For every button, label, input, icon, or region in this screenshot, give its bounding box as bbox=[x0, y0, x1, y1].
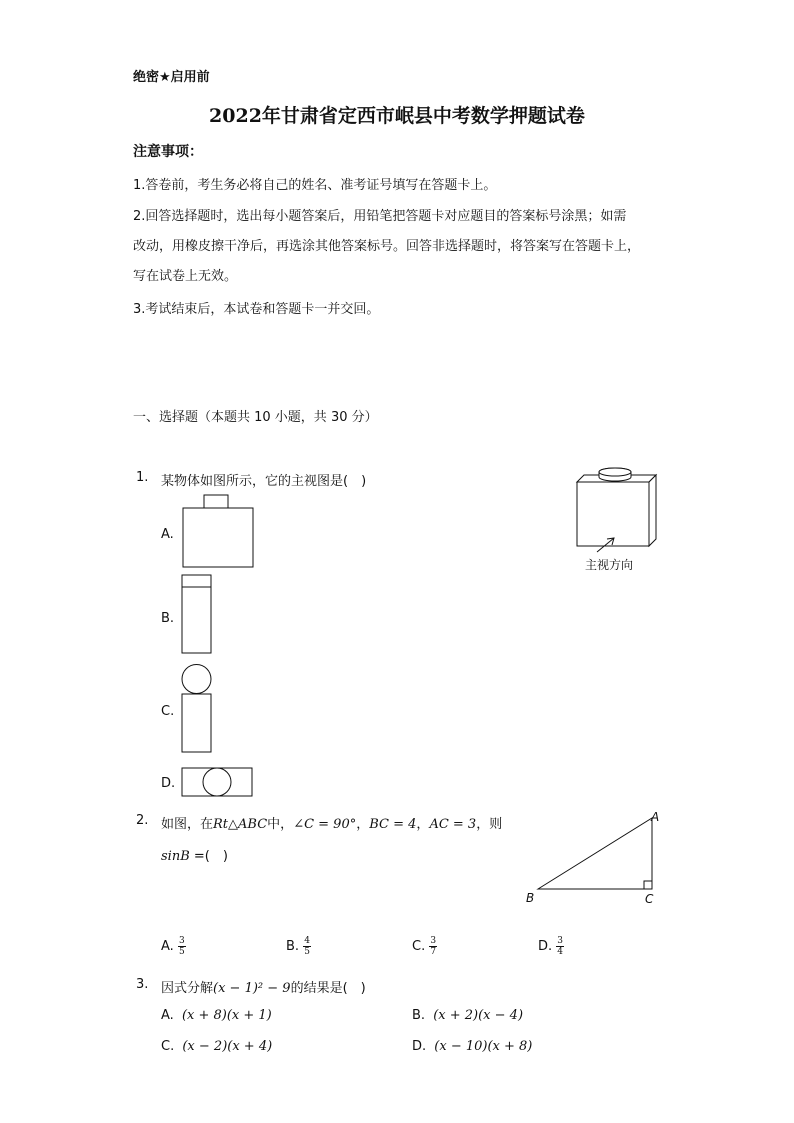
triangle-abc bbox=[538, 818, 652, 889]
q2-option-c-fraction bbox=[429, 936, 437, 957]
q1-option-d-figure bbox=[182, 768, 252, 796]
q2-option-d-label: D. bbox=[538, 939, 553, 954]
q3-option-a-text: (x + 8)(x + 1) bbox=[181, 1008, 272, 1023]
q2-bc-condition: BC = 4 bbox=[369, 817, 417, 832]
q3-option-a-label: A. bbox=[161, 1008, 174, 1023]
q2-option-d-numerator: 3 bbox=[557, 936, 564, 946]
notice-item-2-line-2: 改动，用橡皮擦干净后，再选涂其他答案标号。回答非选择题时，将答案写在答题卡上， bbox=[133, 239, 641, 254]
q3-option-b bbox=[412, 1008, 523, 1023]
q2-option-b-fraction bbox=[303, 936, 311, 957]
q3-option-c bbox=[161, 1039, 272, 1054]
notice-item-2-line-1: 2.回答选择题时，选出每小题答案后，用铅笔把答题卡对应题目的答案标号涂黑；如需 bbox=[133, 209, 627, 224]
q3-stem-prefix: 因式分解 bbox=[161, 981, 214, 996]
q3-option-d bbox=[412, 1039, 532, 1054]
notice-item-1: 1.答卷前，考生务必将自己的姓名、准考证号填写在答题卡上。 bbox=[133, 178, 497, 193]
q1-option-c-label: C. bbox=[161, 704, 175, 719]
vertex-b-label: B bbox=[526, 891, 535, 905]
q2-ac-condition: AC = 3 bbox=[429, 817, 477, 832]
q3-number: 3. bbox=[136, 977, 149, 992]
q2-option-c bbox=[412, 936, 437, 957]
q2-option-b-label: B. bbox=[286, 939, 300, 954]
q2-stem-abc: ABC bbox=[238, 817, 268, 832]
q2-option-d-denominator: 4 bbox=[557, 947, 564, 957]
q1-option-a-figure bbox=[183, 495, 253, 567]
q1-option-a-label: A. bbox=[161, 527, 174, 542]
notice-heading: 注意事项： bbox=[133, 144, 203, 160]
q2-option-d-fraction bbox=[556, 936, 564, 957]
q2-number: 2. bbox=[136, 813, 149, 828]
q3-stem-expression: (x − 1)² − 9 bbox=[213, 981, 291, 996]
q2-option-b bbox=[286, 936, 311, 957]
q3-stem-suffix: 的结果是( ) bbox=[290, 981, 366, 996]
q2-stem-end: ，则 bbox=[476, 817, 503, 832]
q2-option-a-numerator: 3 bbox=[178, 936, 185, 946]
q2-stem-rt: Rt bbox=[213, 817, 229, 832]
q1-option-b-figure bbox=[182, 575, 211, 653]
q2-separator-1: ， bbox=[356, 817, 370, 832]
q2-stem-prefix: 如图，在 bbox=[161, 817, 214, 832]
q2-option-c-label: C. bbox=[412, 939, 426, 954]
q2-option-d bbox=[538, 936, 564, 957]
q1-stem: 某物体如图所示，它的主视图是( ) bbox=[161, 474, 367, 489]
q2-angle-condition: ∠C = 90° bbox=[293, 817, 357, 832]
notice-item-3: 3.考试结束后，本试卷和答题卡一并交回。 bbox=[133, 302, 380, 317]
q3-stem bbox=[161, 977, 366, 996]
q1-option-c-figure bbox=[182, 665, 211, 753]
q3-option-d-text: (x − 10)(x + 8) bbox=[434, 1039, 533, 1054]
box-front-face bbox=[577, 482, 649, 546]
q2-separator-2: ， bbox=[416, 817, 430, 832]
notice-item-2-line-3: 写在试卷上无效。 bbox=[133, 269, 238, 284]
q1-option-d-label: D. bbox=[161, 776, 176, 791]
q2-stem-mid: 中， bbox=[267, 817, 294, 832]
q2-option-a bbox=[161, 936, 186, 957]
q1-option-figures bbox=[175, 490, 265, 802]
q2-option-c-numerator: 3 bbox=[430, 936, 437, 946]
q2-option-b-denominator: 5 bbox=[304, 947, 310, 957]
q2-stem-triangle: △ bbox=[228, 817, 239, 832]
q1-object-figure bbox=[570, 462, 665, 574]
q1-figure-caption: 主视方向 bbox=[585, 558, 634, 572]
q2-option-a-denominator: 5 bbox=[178, 947, 185, 957]
q3-option-d-label: D. bbox=[412, 1039, 427, 1054]
q2-option-b-numerator: 4 bbox=[304, 936, 310, 946]
q2-line-2-rest: =( ) bbox=[189, 849, 228, 864]
q3-option-b-label: B. bbox=[412, 1008, 426, 1023]
q2-stem-line-2 bbox=[161, 845, 228, 864]
exam-title: 2022年甘肃省定西市岷县中考数学押题试卷 bbox=[209, 105, 585, 127]
q2-triangle-figure bbox=[520, 806, 665, 910]
section-heading: 一、选择题（本题共 10 小题，共 30 分） bbox=[133, 410, 378, 425]
q1-number: 1. bbox=[136, 470, 149, 485]
cylinder-top bbox=[599, 468, 631, 476]
q2-option-a-label: A. bbox=[161, 939, 174, 954]
right-angle-mark bbox=[644, 881, 652, 889]
q1-option-b-label: B. bbox=[161, 611, 175, 626]
q2-option-a-fraction bbox=[178, 936, 186, 957]
secret-mark: 绝密★启用前 bbox=[133, 70, 210, 85]
q3-option-b-text: (x + 2)(x − 4) bbox=[433, 1008, 524, 1023]
box-side-face bbox=[649, 475, 656, 546]
vertex-a-label: A bbox=[651, 810, 660, 824]
q2-option-c-denominator: 7 bbox=[430, 947, 437, 957]
q2-sinb: sinB bbox=[161, 849, 190, 864]
q3-option-a bbox=[161, 1008, 272, 1023]
q3-option-c-label: C. bbox=[161, 1039, 175, 1054]
q2-stem bbox=[161, 813, 502, 832]
vertex-c-label: C bbox=[645, 892, 654, 906]
q3-option-c-text: (x − 2)(x + 4) bbox=[182, 1039, 273, 1054]
